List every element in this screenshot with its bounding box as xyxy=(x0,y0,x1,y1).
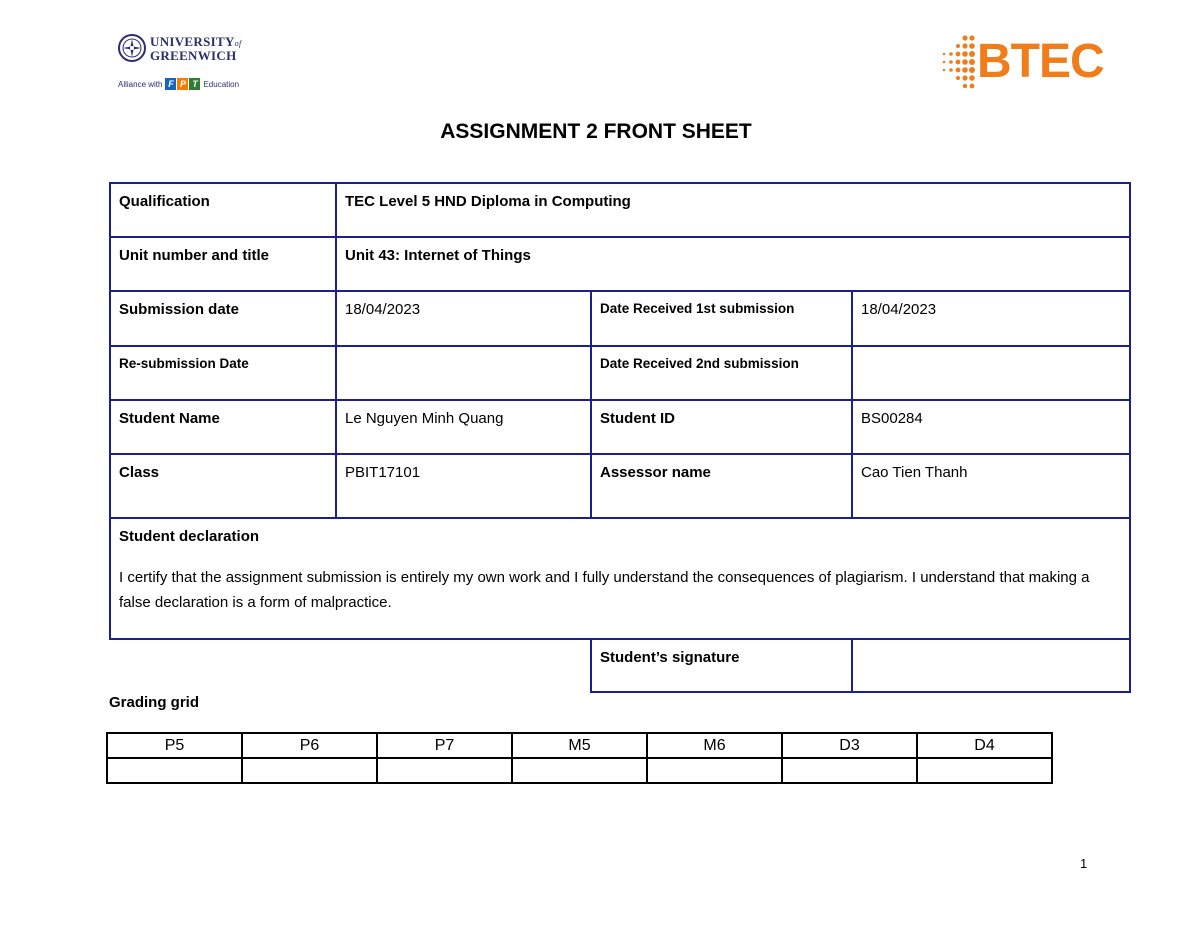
resubmission-row xyxy=(110,346,1130,400)
qualification-row xyxy=(110,183,1130,237)
grade-header: D4 xyxy=(917,733,1052,758)
student-row xyxy=(110,400,1130,454)
unit-label: Unit number and title xyxy=(110,237,336,291)
grade-cell[interactable] xyxy=(377,758,512,783)
unit-row xyxy=(110,237,1130,291)
class-value: PBIT17101 xyxy=(336,454,591,518)
btec-logo xyxy=(935,32,1125,94)
qualification-value: TEC Level 5 HND Diploma in Computing xyxy=(336,183,1130,237)
student-name-label: Student Name xyxy=(110,400,336,454)
declaration-text: I certify that the assignment submission is entirely my own work and I fully understand the consequences of plagiarism. I understand that making a false declaration is a form of malpractice. xyxy=(119,569,1090,611)
student-id-value: BS00284 xyxy=(852,400,1130,454)
date-received-2-value xyxy=(852,346,1130,400)
submission-date-label: Submission date xyxy=(110,291,336,346)
date-received-1-label: Date Received 1st submission xyxy=(591,291,852,346)
signature-row xyxy=(110,639,1130,692)
grade-header: P5 xyxy=(107,733,242,758)
grading-grid-label: Grading grid xyxy=(109,694,199,711)
class-label: Class xyxy=(110,454,336,518)
front-sheet-table xyxy=(109,182,1131,693)
student-name-value: Le Nguyen Minh Quang xyxy=(336,400,591,454)
greenwich-logo xyxy=(118,32,248,94)
qualification-label: Qualification xyxy=(110,183,336,237)
greenwich-wordmark-line1: UNIVERSITYof xyxy=(150,34,242,49)
assessor-value: Cao Tien Thanh xyxy=(852,454,1130,518)
grading-grid xyxy=(106,732,1053,784)
page-number: 1 xyxy=(1080,856,1088,871)
class-row xyxy=(110,454,1130,518)
grading-header-row xyxy=(107,733,1052,758)
grade-cell[interactable] xyxy=(242,758,377,783)
grade-header: M6 xyxy=(647,733,782,758)
grade-cell[interactable] xyxy=(782,758,917,783)
signature-label: Student’s signature xyxy=(591,639,852,692)
submission-date-value: 18/04/2023 xyxy=(336,291,591,346)
assessor-label: Assessor name xyxy=(591,454,852,518)
btec-wordmark: BTEC xyxy=(977,35,1104,88)
btec-dots-icon xyxy=(935,32,979,92)
grade-header: D3 xyxy=(782,733,917,758)
grade-cell[interactable] xyxy=(107,758,242,783)
declaration-heading: Student declaration xyxy=(119,528,260,545)
declaration-row xyxy=(110,518,1130,639)
page-title: ASSIGNMENT 2 FRONT SHEET xyxy=(440,120,752,143)
grade-cell[interactable] xyxy=(512,758,647,783)
grading-value-row xyxy=(107,758,1052,783)
resubmission-value xyxy=(336,346,591,400)
grade-cell[interactable] xyxy=(917,758,1052,783)
grade-header: P6 xyxy=(242,733,377,758)
signature-spacer xyxy=(110,639,591,692)
signature-field[interactable] xyxy=(852,639,1130,692)
date-received-1-value: 18/04/2023 xyxy=(852,291,1130,346)
date-received-2-label: Date Received 2nd submission xyxy=(591,346,852,400)
greenwich-wordmark-line2: GREENWICH xyxy=(150,48,237,63)
resubmission-label: Re-submission Date xyxy=(110,346,336,400)
fpt-logo: F P T xyxy=(165,78,200,90)
declaration-cell xyxy=(110,518,1130,639)
unit-value: Unit 43: Internet of Things xyxy=(336,237,1130,291)
grade-cell[interactable] xyxy=(647,758,782,783)
grade-header: M5 xyxy=(512,733,647,758)
grade-header: P7 xyxy=(377,733,512,758)
student-id-label: Student ID xyxy=(591,400,852,454)
submission-row xyxy=(110,291,1130,346)
alliance-line: Alliance with F P T Education xyxy=(118,79,240,89)
greenwich-seal-icon xyxy=(118,34,146,62)
